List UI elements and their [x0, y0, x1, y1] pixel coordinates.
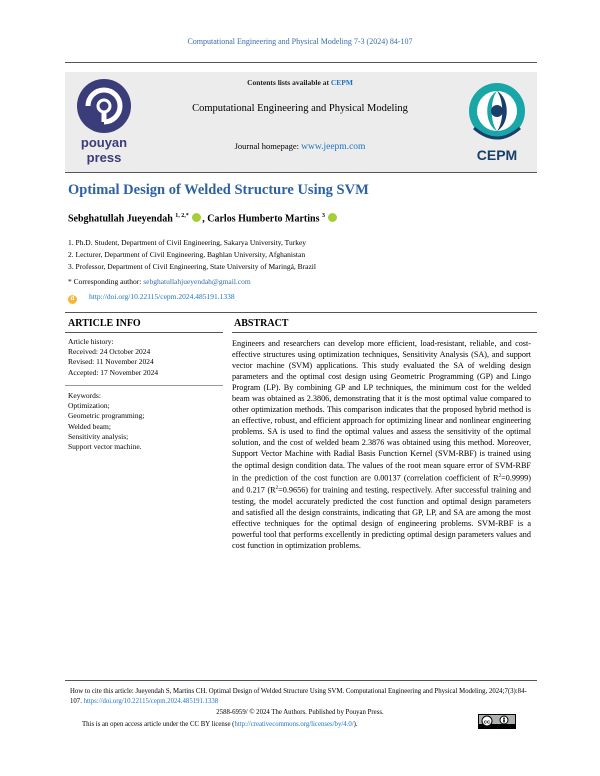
- how-to-cite: [70, 687, 530, 706]
- keyword-item: Support vector machine.: [68, 442, 142, 452]
- keywords: [68, 391, 223, 452]
- cite-text: How to cite this article: Jueyendah S, Martins CH. Optimal Design of Welded Structure Using SVM. Computational Engineering and Physical Modeling, 2024;7(3):84-107.: [70, 688, 527, 705]
- contents-prefix: Contents lists available at: [247, 78, 331, 87]
- author-affil-1: 1, 2,*: [175, 213, 189, 219]
- author-separator: ,: [202, 213, 208, 225]
- homepage-label: Journal homepage:: [234, 141, 302, 151]
- author-name-1: Sebghatullah Jueyendah: [68, 213, 173, 225]
- affiliation-3: 3. Professor, Department of Civil Engineering, State University of Maringá, Brazil: [68, 262, 316, 271]
- corresponding-author: [68, 277, 251, 286]
- cepm-logo: [464, 78, 530, 166]
- history-revised: Revised: 11 November 2024: [68, 357, 154, 367]
- keyword-item: Geometric programming;: [68, 411, 145, 421]
- abstract-sup-1: 2: [498, 473, 502, 479]
- orcid-icon[interactable]: [328, 213, 337, 222]
- abstract-part-2: =0.9999) and 0.217 (R: [232, 473, 531, 496]
- license-suffix: ).: [353, 721, 358, 728]
- top-rule: [65, 62, 537, 63]
- abstract-heading: ABSTRACT: [234, 318, 289, 329]
- cc-by-badge[interactable]: [478, 714, 516, 729]
- abstract-paragraph: [232, 338, 531, 551]
- header-bottom-rule: [65, 172, 537, 173]
- history-label: Article history:: [68, 337, 114, 346]
- homepage-link[interactable]: www.jeepm.com: [301, 142, 366, 152]
- keyword-item: Optimization;: [68, 401, 110, 411]
- article-history: [68, 337, 223, 378]
- paper-title: Optimal Design of Welded Structure Using SVM: [68, 182, 369, 198]
- pouyan-press-logo: [68, 76, 140, 166]
- journal-name: Computational Engineering and Physical Modeling: [192, 103, 408, 114]
- logo-text-press: press: [86, 150, 122, 165]
- logo-text-cepm: CEPM: [476, 147, 518, 163]
- abstract-sup-2: 2: [275, 486, 279, 492]
- license-line: [82, 721, 358, 728]
- author-name-2: Carlos Humberto Martins: [207, 213, 320, 225]
- author-list: [68, 213, 338, 224]
- keywords-label: Keywords:: [68, 391, 101, 400]
- cc-by-icon: [479, 715, 515, 728]
- article-info-rule: [65, 332, 223, 333]
- cepm-logo-icon: [464, 78, 530, 166]
- issn-line: 2588-6959/ © 2024 The Authors. Published by Pouyan Press.: [216, 709, 384, 716]
- contents-link[interactable]: CEPM: [330, 78, 353, 87]
- doi-icon: d: [68, 295, 77, 304]
- cite-doi-link[interactable]: https://doi.org/10.22115/cepm.2024.485191.1338: [83, 697, 219, 705]
- doi-line: [68, 292, 235, 304]
- section-top-rule: [65, 312, 537, 313]
- abstract-rule: [232, 332, 537, 333]
- logo-text-pouyan: pouyan: [80, 135, 128, 150]
- footer-rule: [65, 680, 537, 681]
- cc-text: cc: [483, 719, 491, 726]
- orcid-icon[interactable]: [192, 213, 201, 222]
- article-info-heading: ARTICLE INFO: [68, 318, 141, 329]
- keyword-item: Welded beam;: [68, 421, 111, 431]
- license-prefix: This is an open access article under the CC BY license (: [82, 721, 235, 728]
- abstract-part-1: Engineers and researchers can develop more efficient, load-resistant, reliable, and cost-effective structures using optimization techniques, Sensitivity Analysis (SA), and support vector machine (SVM) applications. This study evaluated the SA of welding design parameters and the optimal cost design using Geometric Programming (GP) and Lingo Program (LP). By combining GP and LP techniques, the minimum cost for the welded beam was obtained as 2.3806, demonstrating that it is the most optimal value compared to other optimization methods. This comparison indicates that the proposed hybrid method is an effective, robust, and efficient approach for optimizing linear and nonlinear engineering problems. SA is used to find the optimal values and assess the sensitivity of the optimal solution, and the cost of welded beam 2.3876 was obtained using this method. Moreover, Support Vector Machine with Radial Basis Function Kernel (SVM-RBF) is trained using the optimal design condition data. The values of the root mean square error of SVM-RBF in the prediction of the cost function are 0.00137 (correlation coefficient of R: [232, 339, 531, 483]
- history-received: Received: 24 October 2024: [68, 347, 151, 357]
- license-link[interactable]: http://creativecommons.org/licenses/by/4.0/: [234, 721, 354, 728]
- author-affil-2: 3: [321, 213, 325, 219]
- journal-citation-line: Computational Engineering and Physical Modeling 7-3 (2024) 84-107: [187, 37, 413, 46]
- affiliation-1: 1. Ph.D. Student, Department of Civil Engineering, Sakarya University, Turkey: [68, 238, 307, 247]
- abstract-body: [232, 338, 531, 551]
- doi-link[interactable]: http://doi.org/10.22115/cepm.2024.485191.1338: [89, 292, 235, 301]
- history-accepted: Accepted: 17 November 2024: [68, 367, 159, 377]
- affiliation-2: 2. Lecturer, Department of Civil Engineering, Baghlan University, Afghanistan: [68, 250, 306, 259]
- corresponding-email[interactable]: sebghatullahjueyendah@gmail.com: [143, 277, 251, 286]
- keyword-item: Sensitivity analysis;: [68, 431, 129, 441]
- abstract-part-3: =0.9656) for training and testing, respectively. After successful training and testing, the model accurately predicted the cost function and optimal design parameters and satisfied all the design constraints, indicating that GP, LP, and SA are among the most effective techniques for the optimal design of engineering problems. SVM-RBF is a powerful tool that performs excellently in predicting optimal design parameters values and cost function in optimization problems.: [232, 486, 532, 551]
- corresponding-label: * Corresponding author:: [68, 277, 144, 286]
- pouyan-press-logo-icon: [68, 76, 140, 166]
- history-keywords-rule: [65, 385, 223, 386]
